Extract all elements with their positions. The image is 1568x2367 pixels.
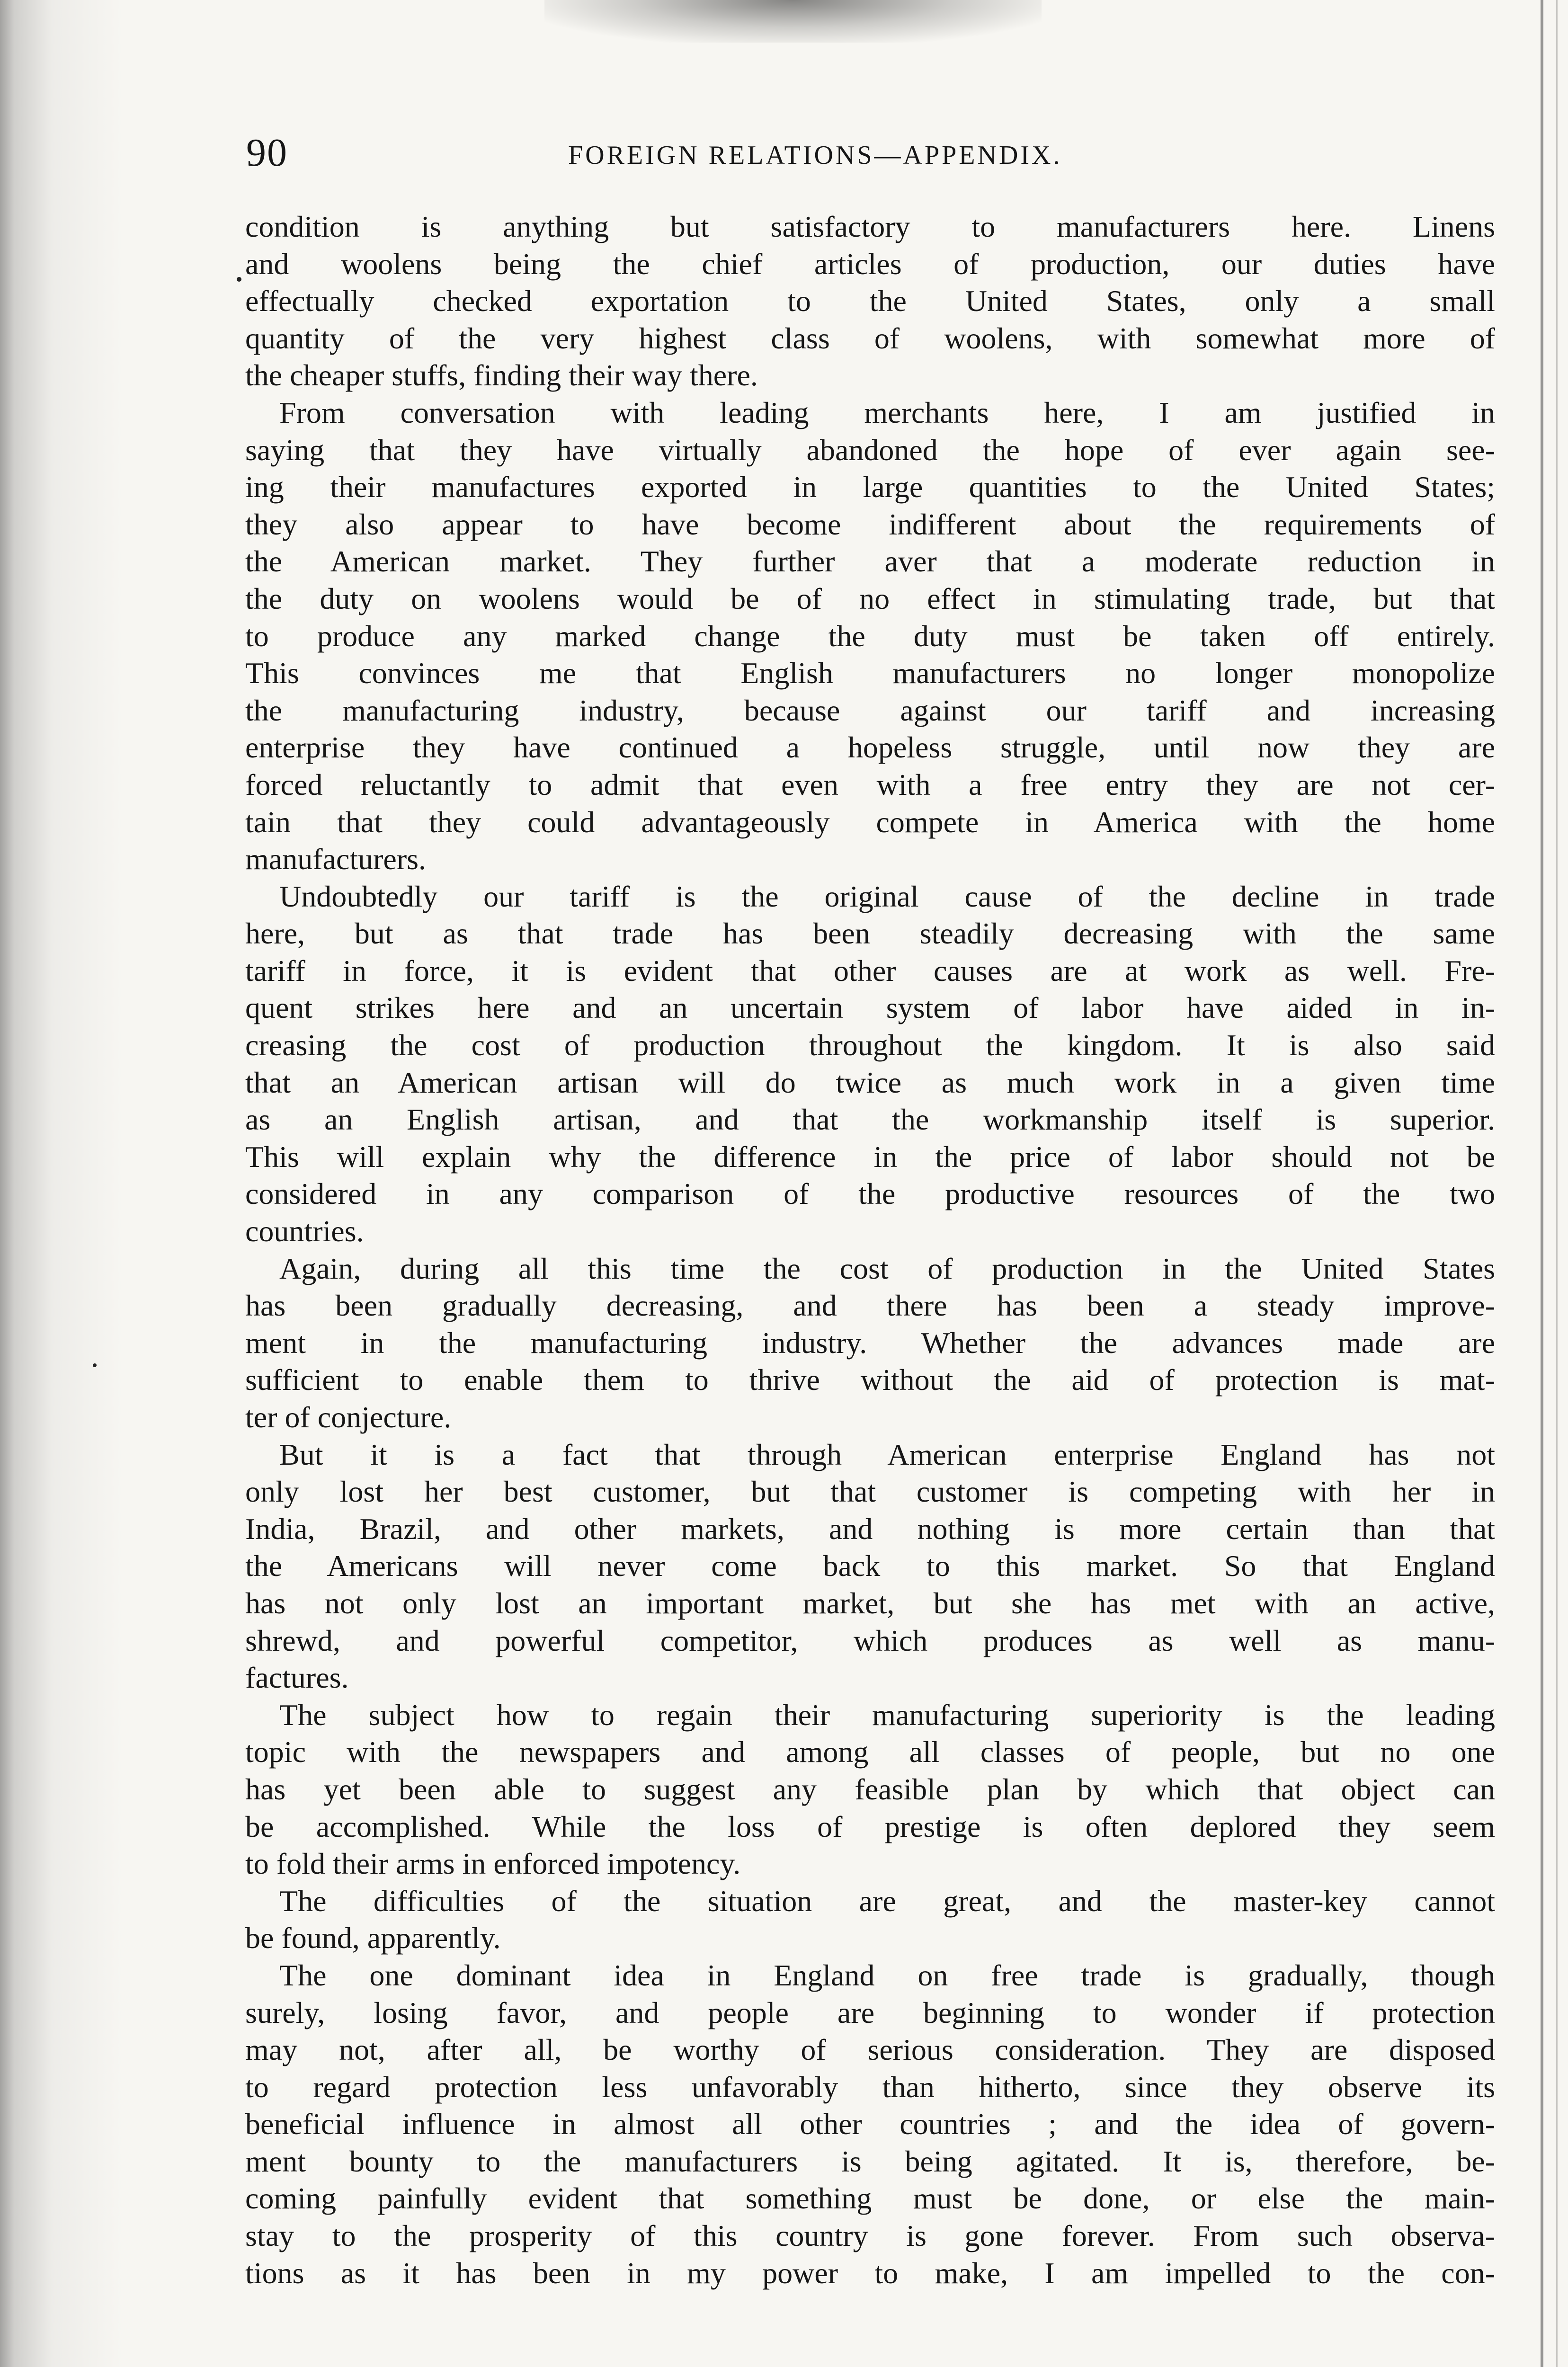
text-line: The one dominant idea in England on free trade is gradually, though: [279, 1958, 1495, 1992]
text-line: From conversation with leading merchants here, I am justified in: [279, 395, 1495, 429]
text-line: forced reluctantly to admit that even with a free entry they are not cer-: [245, 767, 1495, 801]
text-line: has been gradually decreasing, and there has been a steady improve-: [245, 1289, 1495, 1323]
text-line: ment in the manufacturing industry. Whether the advances made are: [245, 1326, 1495, 1360]
text-line: factures.: [245, 1661, 349, 1695]
text-line: here, but as that trade has been steadily decreasing with the same: [245, 917, 1495, 951]
text-line: to fold their arms in enforced impotency.: [245, 1847, 741, 1881]
binding-shadow: [0, 0, 123, 2367]
text-line: This will explain why the difference in the price of labor should not be: [245, 1139, 1495, 1174]
text-line: the manufacturing industry, because against our tariff and increasing: [245, 693, 1495, 727]
text-line: and woolens being the chief articles of production, our duties have: [245, 247, 1495, 281]
margin-speck: [237, 277, 241, 282]
text-line: effectually checked exportation to the United States, only a small: [245, 284, 1495, 318]
text-line: creasing the cost of production throughout the kingdom. It is also said: [245, 1028, 1495, 1062]
text-line: quantity of the very highest class of woolens, with somewhat more of: [245, 321, 1495, 355]
text-line: the Americans will never come back to this market. So that England: [245, 1549, 1495, 1583]
margin-speck: [93, 1363, 97, 1367]
text-line: the duty on woolens would be of no effect in stimulating trade, but that: [245, 581, 1495, 615]
text-line: The subject how to regain their manufacturing superiority is the leading: [279, 1698, 1495, 1732]
text-line: topic with the newspapers and among all classes of people, but no one: [245, 1735, 1495, 1769]
text-line: tariff in force, it is evident that other causes are at work as well. Fre-: [245, 953, 1495, 988]
text-line: only lost her best customer, but that customer is competing with her in: [245, 1475, 1495, 1509]
text-line: stay to the prosperity of this country is gone forever. From such observa-: [245, 2219, 1495, 2253]
text-line: enterprise they have continued a hopeless struggle, until now they are: [245, 730, 1495, 765]
page-edge-line-outer: [1556, 0, 1558, 2367]
text-line: shrewd, and powerful competitor, which produces as well as manu-: [245, 1623, 1495, 1657]
text-line: tain that they could advantageously compete in America with the home: [245, 805, 1495, 839]
text-line: manufacturers.: [245, 842, 427, 876]
text-line: be found, apparently.: [245, 1921, 501, 1955]
text-line: Undoubtedly our tariff is the original cause of the decline in trade: [279, 879, 1495, 913]
text-line: they also appear to have become indifferent about the requirements of: [245, 507, 1495, 541]
text-line: sufficient to enable them to thrive without the aid of protection is mat-: [245, 1363, 1495, 1397]
text-line: to regard protection less unfavorably than hitherto, since they observe its: [245, 2070, 1495, 2104]
text-line: be accomplished. While the loss of prestige is often deplored they seem: [245, 1809, 1495, 1843]
page-number: 90: [246, 131, 288, 175]
text-line: ment bounty to the manufacturers is being agitated. It is, therefore, be-: [245, 2144, 1495, 2178]
text-line: may not, after all, be worthy of serious consideration. They are disposed: [245, 2033, 1495, 2067]
text-line: to produce any marked change the duty must be taken off entirely.: [245, 619, 1495, 653]
text-line: beneficial influence in almost all other countries ; and the idea of govern-: [245, 2107, 1495, 2141]
text-line: This convinces me that English manufacturers no longer monopolize: [245, 656, 1495, 690]
text-line: condition is anything but satisfactory to manufacturers here. Linens: [245, 210, 1495, 243]
text-line: the cheaper stuffs, finding their way there.: [245, 358, 758, 392]
text-line: as an English artisan, and that the workmanship itself is superior.: [245, 1103, 1495, 1137]
text-line: the American market. They further aver that a moderate reduction in: [245, 544, 1495, 578]
text-line: coming painfully evident that something must be done, or else the main-: [245, 2181, 1495, 2216]
page-edge-line: [1541, 0, 1543, 2367]
text-line: ing their manufactures exported in large quantities to the United States;: [245, 470, 1495, 504]
text-line: India, Brazil, and other markets, and nothing is more certain than that: [245, 1512, 1495, 1546]
text-line: surely, losing favor, and people are beginning to wonder if protection: [245, 1995, 1495, 2029]
text-line: The difficulties of the situation are great, and the master-key cannot: [279, 1884, 1495, 1918]
text-line: saying that they have virtually abandoned the hope of ever again see-: [245, 433, 1495, 467]
text-line: has yet been able to suggest any feasible plan by which that object can: [245, 1772, 1495, 1806]
text-line: countries.: [245, 1214, 364, 1248]
page-header: [246, 127, 1496, 179]
text-line: considered in any comparison of the productive resources of the two: [245, 1177, 1495, 1211]
ink-smudge: [544, 0, 1042, 43]
text-line: ter of conjecture.: [245, 1400, 452, 1434]
text-line: Again, during all this time the cost of production in the United States: [279, 1251, 1495, 1285]
text-line: has not only lost an important market, but she has met with an active,: [245, 1586, 1495, 1620]
text-line: quent strikes here and an uncertain system of labor have aided in in-: [245, 991, 1495, 1025]
text-line: But it is a fact that through American enterprise England has not: [279, 1437, 1495, 1471]
body-text: [245, 208, 1495, 2292]
text-line: tions as it has been in my power to make, I am impelled to the con-: [245, 2256, 1495, 2290]
text-line: that an American artisan will do twice as much work in a given time: [245, 1065, 1495, 1099]
running-head: FOREIGN RELATIONS—APPENDIX.: [568, 141, 1062, 170]
